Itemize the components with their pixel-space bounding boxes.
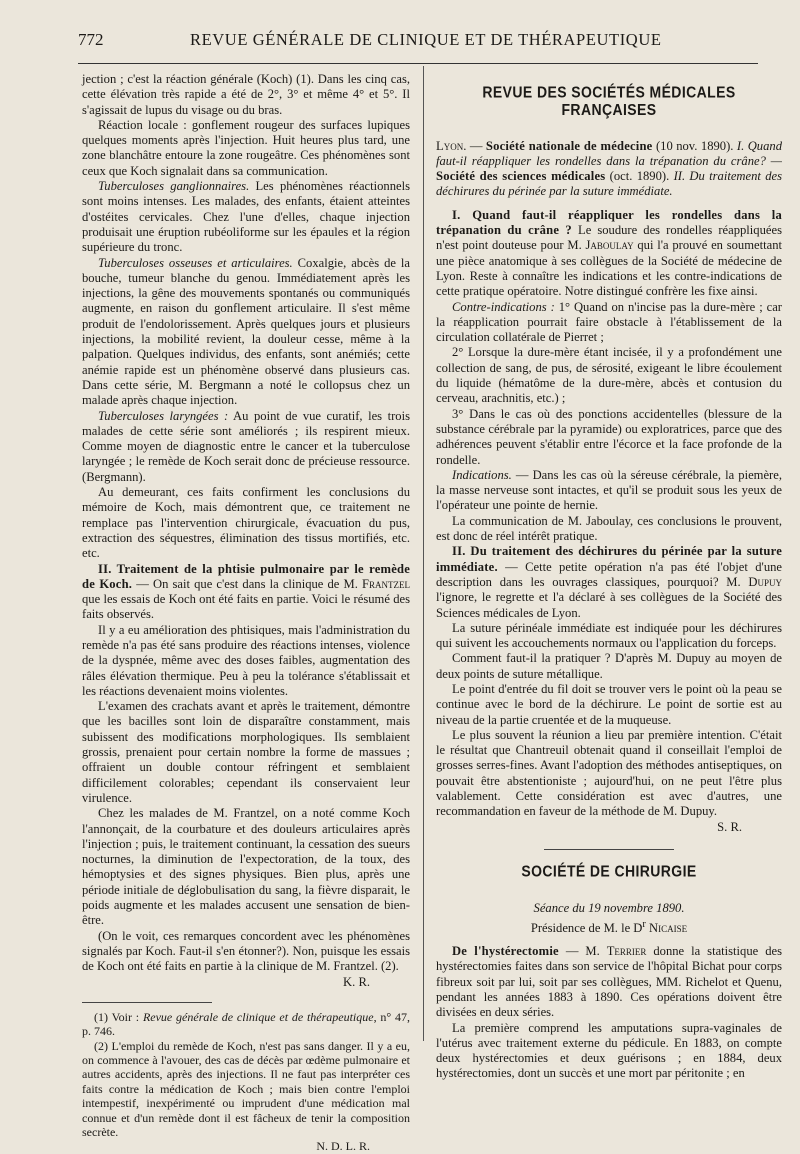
- author-name: Terrier: [606, 944, 647, 959]
- author-name: Frantzel: [361, 576, 410, 591]
- paragraph-text: donne la statistique des hystérectomies faites dans son service de l'hôpital Bichat pour corps fibreux soit par lui, soit par ses collègues, MM. Richelot et Quenu, pendant les années 1883 à 1890. Ces opérations doivent être divisées en deux séries.: [436, 944, 782, 1020]
- paragraph-text: (On le voit, ces remarques concordent avec les phénomènes signalés par Koch. Faut-il s'en étonner?). Non, puisque les essais de Koch ont été faits en partie à la clinique de M. Frantzel. (2).: [82, 928, 410, 974]
- president-name: Nicaise: [645, 920, 688, 935]
- paragraph-text: que les essais de Koch ont été faits en partie. Voici le résumé des faits observés.: [82, 592, 410, 622]
- paragraph: [82, 179, 410, 255]
- presidency-sup: r: [642, 918, 646, 930]
- footnote-signature: N. D. L. R.: [316, 1139, 370, 1154]
- paragraph-text: Les phénomènes réactionnels sont moins intenses. Les malades, des enfants, étaient atteintes d'ostéites cervicales. Chez l'une d'elles, chaque injection produisait une éruption rubéoliforme sur les épaules et la région supérieure du tronc.: [82, 179, 411, 255]
- summary-text: —: [466, 138, 486, 153]
- subheading: Tuberculoses osseuses et articulaires.: [98, 255, 293, 270]
- paragraph-text: Coxalgie, abcès de la bouche, tumeur blanche du genou. Immédiatement après les injections, la gêne des mouvements spontanés ou communiqués augmente, en raison du gonflement articulaire. Il s'est même produit de l'endolorissement. Après quelques jours et plusieurs injections, la mobilité revient, la douleur cesse, même à la palpation. Quelques individus, des enfants, sont anémiés; cette anémie rapide est un phénomène observé dans plusieurs cas. Dans cette série, M. Bergmann a noté le collopsus chez un malade après chaque injection.: [82, 255, 410, 408]
- presidency: [436, 917, 782, 936]
- section-rule: [544, 849, 674, 850]
- presidency-text: Présidence de M. le D: [530, 920, 643, 935]
- paragraph: [82, 562, 410, 623]
- city-name: Lyon.: [436, 138, 467, 153]
- paragraph: [436, 944, 782, 1020]
- paragraph: Au demeurant, ces faits confirment les conclusions du mémoire de Koch, mais démontrent que, ce traitement ne remplace pas l'intervention chirurgicale, évacuation du pus, extraction des séquestres, élimination des tissus mortifiés, etc. etc.: [82, 485, 410, 561]
- paragraph: Il y a eu amélioration des phtisiques, mais l'administration du remède n'a pas été sans produire des réactions intenses, violence de la dyspnée, même avec des doses faibles, augmentation des râles élévation thermique. Peu à peu la tolérance s'établissait et les réactions devenaient moins violentes.: [82, 622, 410, 698]
- paragraph: [82, 409, 410, 485]
- section-heading: II. Du traitement des déchirures du périnée par la suture immédiate.: [436, 544, 782, 574]
- author-name: Dupuy: [748, 574, 782, 589]
- section-summary: [436, 139, 782, 200]
- paragraph-text: — On sait que c'est dans la clinique de M.: [132, 576, 362, 591]
- paragraph-text: qui l'a prouvé en soumettant une pièce anatomique à ses collègues de la Société de médecine de Lyon. Reste à connaître les indications et les contre-indications de cette pratique opératoire. Notre distingué confrère les fixe ainsi.: [436, 238, 782, 299]
- summary-text: (oct. 1890).: [605, 169, 670, 184]
- paragraph: [436, 300, 782, 346]
- paragraph: Chez les malades de M. Frantzel, on a noté comme Koch l'annonçait, de la courbature et des douleurs articulaires après l'injection ; puis, le traitement continuant, la cessation des sueurs nocturnes, la diminution de l'expectoration, de la toux, des hémoptysies et des signes physiques. Bien plus, après une période initiale de déglobulisation du sang, la fièvre disparait, le poids augmente et les malades accusent une sensation de bien-être.: [82, 806, 410, 928]
- page-number: 772: [78, 30, 104, 49]
- section-heading: II. Traitement de la phtisie pulmonaire par le remède de Koch.: [82, 561, 410, 591]
- paragraph: [82, 929, 410, 975]
- footnote-1: [82, 1010, 410, 1039]
- paragraph-text: Le soudure des rondelles réappliquées n'est point douteuse pour M.: [436, 223, 782, 253]
- signature: S. R.: [717, 819, 742, 834]
- column-divider: [423, 66, 424, 1041]
- paragraph: [82, 256, 410, 409]
- footnote-text: (1) Voir :: [94, 1009, 143, 1024]
- paragraph: La communication de M. Jaboulay, ces conclusions le prouvent, est donc de réel intérêt pratique.: [436, 513, 782, 544]
- society-name: Société des sciences médicales: [436, 169, 606, 184]
- running-head: [78, 30, 760, 52]
- paragraph: [436, 468, 782, 514]
- section-heading: I. Quand faut-il réappliquer les rondelles dans la trépanation du crâne ?: [436, 207, 782, 238]
- paragraph-text: — Dans les cas où la séreuse cérébrale, la piemère, la masse nerveuse sont intactes, et qu'il se produit sous les yeux de l'opérateur une pointe de hernie.: [436, 467, 782, 513]
- footnote-2: (2) L'emploi du remède de Koch, n'est pas sans danger. Il y a eu, on commence à l'avouer, des cas de décès par œdème pulmonaire et autres accidents, après des injections. Il ne faut pas interpréter ces faits contre la médication de Koch ; mais bien contre l'emploi intempestif, inexpérimenté ou imprudent d'une médication mal connue et d'un remède dont il est fâcheux de tenir la composition secrète.: [82, 1038, 410, 1140]
- paragraph-text: — M.: [558, 944, 607, 959]
- footnotes: [82, 1010, 410, 1154]
- paragraph: L'examen des crachats avant et après le traitement, démontre que les bacilles sont loin de disparaître constamment, mais subissent des modifications morphologiques. Ils semblaient grossis, prenaient pour certain nombre la forme de massues ; offraient un double contour réfringent et semblaient difficilement colorables; cependant ils conservaient leur virulence.: [82, 699, 410, 805]
- left-column: [82, 72, 410, 1154]
- journal-title: REVUE GÉNÉRALE DE CLINIQUE ET DE THÉRAPEUTIQUE: [190, 30, 662, 49]
- spacer: [436, 936, 782, 944]
- summary-item: II. Du traitement des déchirures du périnée par la suture immédiate.: [436, 169, 783, 199]
- footnote-rule: [82, 1002, 212, 1003]
- paragraph-text: Au point de vue curatif, les trois malades de cette série sont améliorés ; ils respirent mieux. Comme moyen de diagnostic entre le cancer et la tuberculose laryngée ; le remède de Koch serait donc de précieuse ressource. (Bergmann).: [82, 408, 410, 484]
- paragraph: Comment faut-il la pratiquer ? D'après M. Dupuy au moyen de deux points de suture métallique.: [436, 651, 782, 681]
- paragraph: [436, 208, 782, 300]
- section-title: SOCIÉTÉ DE CHIRURGIE: [521, 861, 697, 881]
- paragraph-text: 1° Quand on n'incise pas la dure-mère ; car la réapplication pourrait faire obstacle à l'établissement de la circulation collatérale de Pierret ;: [436, 299, 782, 345]
- paragraph-text: — Cette petite opération n'a pas été l'objet d'une description dans les ouvrages classiques, pourquoi? M.: [436, 559, 782, 589]
- footnote-citation: Revue générale de clinique et de thérapeutique: [142, 1009, 374, 1024]
- spacer: [436, 200, 782, 208]
- paragraph-text: l'ignore, le regrette et l'a déclaré à ses collègues de la Société des Sciences médicales de Lyon.: [436, 590, 782, 620]
- section-heading: De l'hystérectomie: [452, 944, 559, 959]
- paragraph: Réaction locale : gonflement rougeur des surfaces lupiques quelques moments après l'injection. Huit heures plus tard, une zone blanchâtre entoure la zone rougeâtre. Ces phénomènes sont ceux que Koch signalait dans sa communication.: [82, 117, 410, 178]
- summary-item: I. Quand faut-il réappliquer les rondelles dans la trépanation du crâne? —: [436, 138, 782, 168]
- paragraph: 3° Dans le cas où des ponctions accidentelles (blessure de la substance cérébrale par la pyramide) ou exploratrices, parce que des adhérences peuvent s'établir entre l'écorce et la face profonde de la rondelle.: [436, 406, 782, 467]
- footnote-text: , n° 47, p. 746.: [82, 1009, 410, 1039]
- subheading: Indications.: [452, 467, 512, 482]
- subheading: Tuberculoses laryngées :: [98, 408, 229, 423]
- header-rule: [78, 63, 758, 64]
- paragraph: jection ; c'est la réaction générale (Koch) (1). Dans les cinq cas, cette élévation très rapide a été de 2°, 3° et même 4° et 5°. Il s'agissait de lupus du visage ou du bras.: [82, 72, 410, 117]
- paragraph: Le plus souvent la réunion a lieu par première intention. C'était le résultat que Chantreuil obtenait quand il conseillait l'emploi de grosses serres-fines. Avant l'adoption des méthodes antiseptiques, on pouvait être abstentioniste ; aujourd'hui, on ne peut l'être plus valablement. Cette considération est avec d'autres, une recommandation en faveur de la méthode de M. Dupuy.: [436, 727, 782, 819]
- subheading: Contre-indications :: [452, 299, 555, 314]
- section-title: REVUE DES SOCIÉTÉS MÉDICALES FRANÇAISES: [482, 82, 736, 119]
- summary-text: (10 nov. 1890).: [652, 138, 734, 153]
- right-column: [436, 72, 782, 1082]
- author-name: Jaboulay: [585, 238, 634, 253]
- paragraph: La première comprend les amputations supra-vaginales de l'utérus avec traitement externe du pédicule. En 1883, on compte deux hystérectomies et deux guérisons ; en 1884, deux hystérectomies, dont un succès et une mort par péritonite ; en: [436, 1020, 782, 1081]
- paragraph: [436, 544, 782, 620]
- paragraph: 2° Lorsque la dure-mère étant incisée, il y a profondément une collection de sang, de pus, de sérosité, exigeant le libre écoulement du liquide (hématôme de la dure-mère, abcès et contusion du cerveau, arachnitis, etc.) ;: [436, 345, 782, 406]
- paragraph: La suture périnéale immédiate est indiquée pour les déchirures qui suivent les accouchements normaux ou l'application du forceps.: [436, 620, 782, 651]
- subheading: Tuberculoses ganglionnaires.: [98, 179, 250, 194]
- society-name: Société nationale de médecine: [485, 138, 653, 153]
- signature: K. R.: [343, 974, 370, 989]
- session-date: Séance du 19 novembre 1890.: [533, 901, 685, 916]
- paragraph: Le point d'entrée du fil doit se trouver vers le point où la peau se continue avec le bord de la déchirure. Le point de sortie est au niveau de la partie cruentée et de la muqueuse.: [436, 681, 782, 727]
